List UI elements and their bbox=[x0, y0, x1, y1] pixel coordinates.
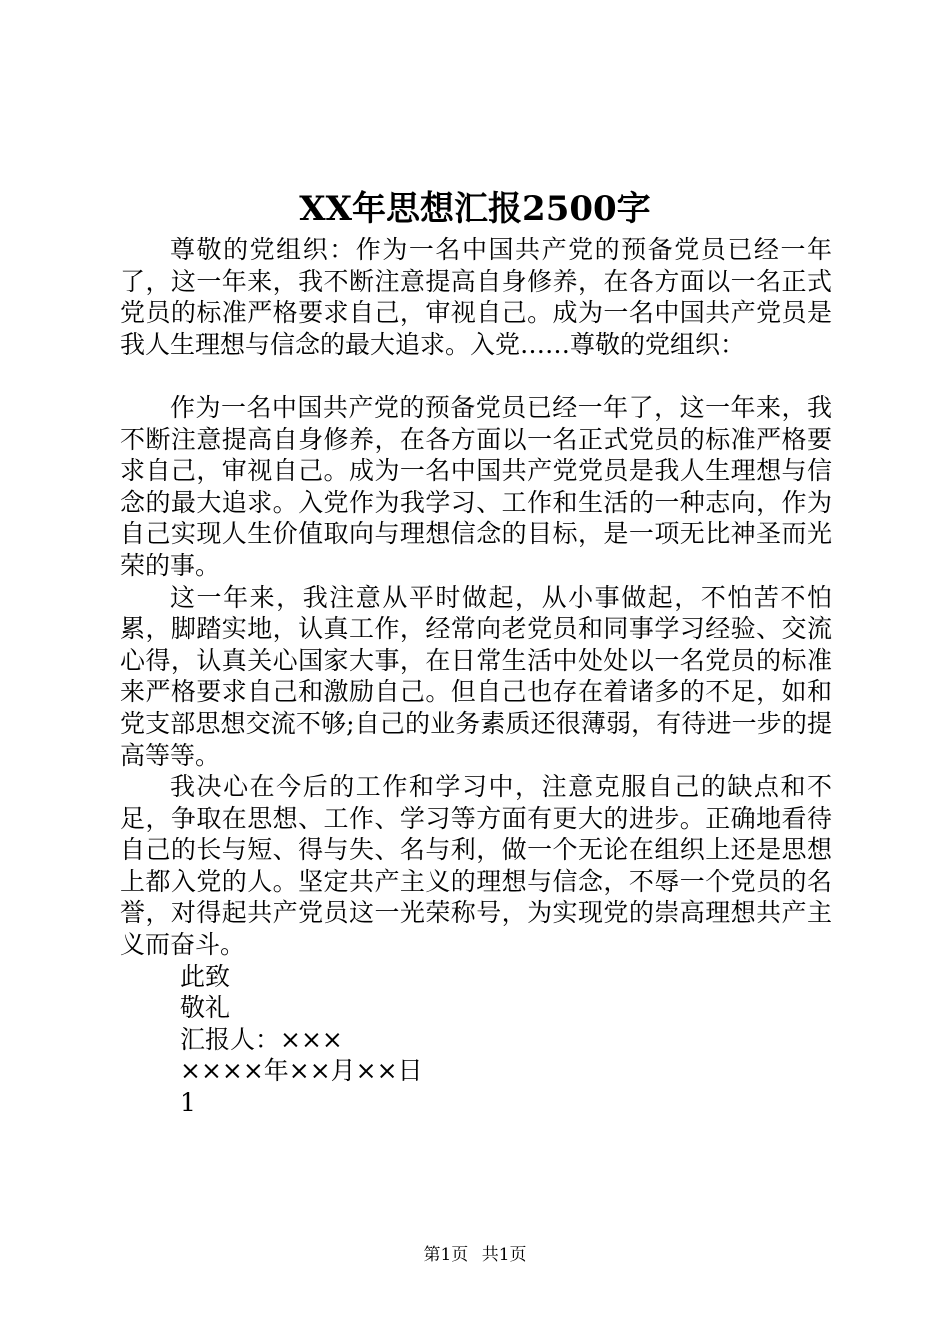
document-body bbox=[120, 234, 832, 1119]
paragraph-goal: 作为一名中国共产党的预备党员已经一年了，这一年来，我不断注意提高自身修养，在各方面以一名正式党员的标准严格要求自己，审视自己。成为一名中国共产党党员是我人生理想与信念的最大追求。入党作为我学习、工作和生活的一种志向，作为自己实现人生价值取向与理想信念的目标，是一项无比神圣而光荣的事。 bbox=[120, 392, 832, 580]
paragraph-spacer bbox=[120, 360, 832, 392]
date-line: ××××年××月××日 bbox=[180, 1056, 423, 1086]
closing-respect: 敬礼 bbox=[180, 993, 231, 1023]
paragraph-intro: 尊敬的党组织：作为一名中国共产党的预备党员已经一年了，这一年来，我不断注意提高自身修养，在各方面以一名正式党员的标准严格要求自己，审视自己。成为一名中国共产党员是我人生理想与信念的最大追求。入党……尊敬的党组织： bbox=[120, 235, 832, 359]
reporter-line: 汇报人：××× bbox=[180, 1024, 343, 1054]
closing-salutation: 此致 bbox=[180, 961, 231, 991]
page-footer bbox=[0, 1243, 950, 1267]
document-title: XX年思想汇报2500字 bbox=[299, 189, 651, 229]
paragraph-resolution: 我决心在今后的工作和学习中，注意克服自己的缺点和不足，争取在思想、工作、学习等方面有更大的进步。正确地看待自己的长与短、得与失、名与利，做一个无论在组织上还是思想上都入党的人。坚定共产主义的理想与信念，不辱一个党员的名誉，对得起共产党员这一光荣称号，为实现党的崇高理想共产主义而奋斗。 bbox=[120, 772, 832, 960]
body-page-number: 1 bbox=[180, 1088, 196, 1118]
footer-total-pages: 共1页 bbox=[481, 1245, 527, 1265]
paragraph-review: 这一年来，我注意从平时做起，从小事做起，不怕苦不怕累，脚踏实地，认真工作，经常向老党员和同事学习经验、交流心得，认真关心国家大事，在日常生活中处处以一名党员的标准来严格要求自己和激励自己。但自己也存在着诸多的不足，如和党支部思想交流不够;自己的业务素质还很薄弱，有待进一步的提高等等。 bbox=[120, 582, 832, 770]
footer-page-number: 第1页 bbox=[423, 1245, 469, 1265]
